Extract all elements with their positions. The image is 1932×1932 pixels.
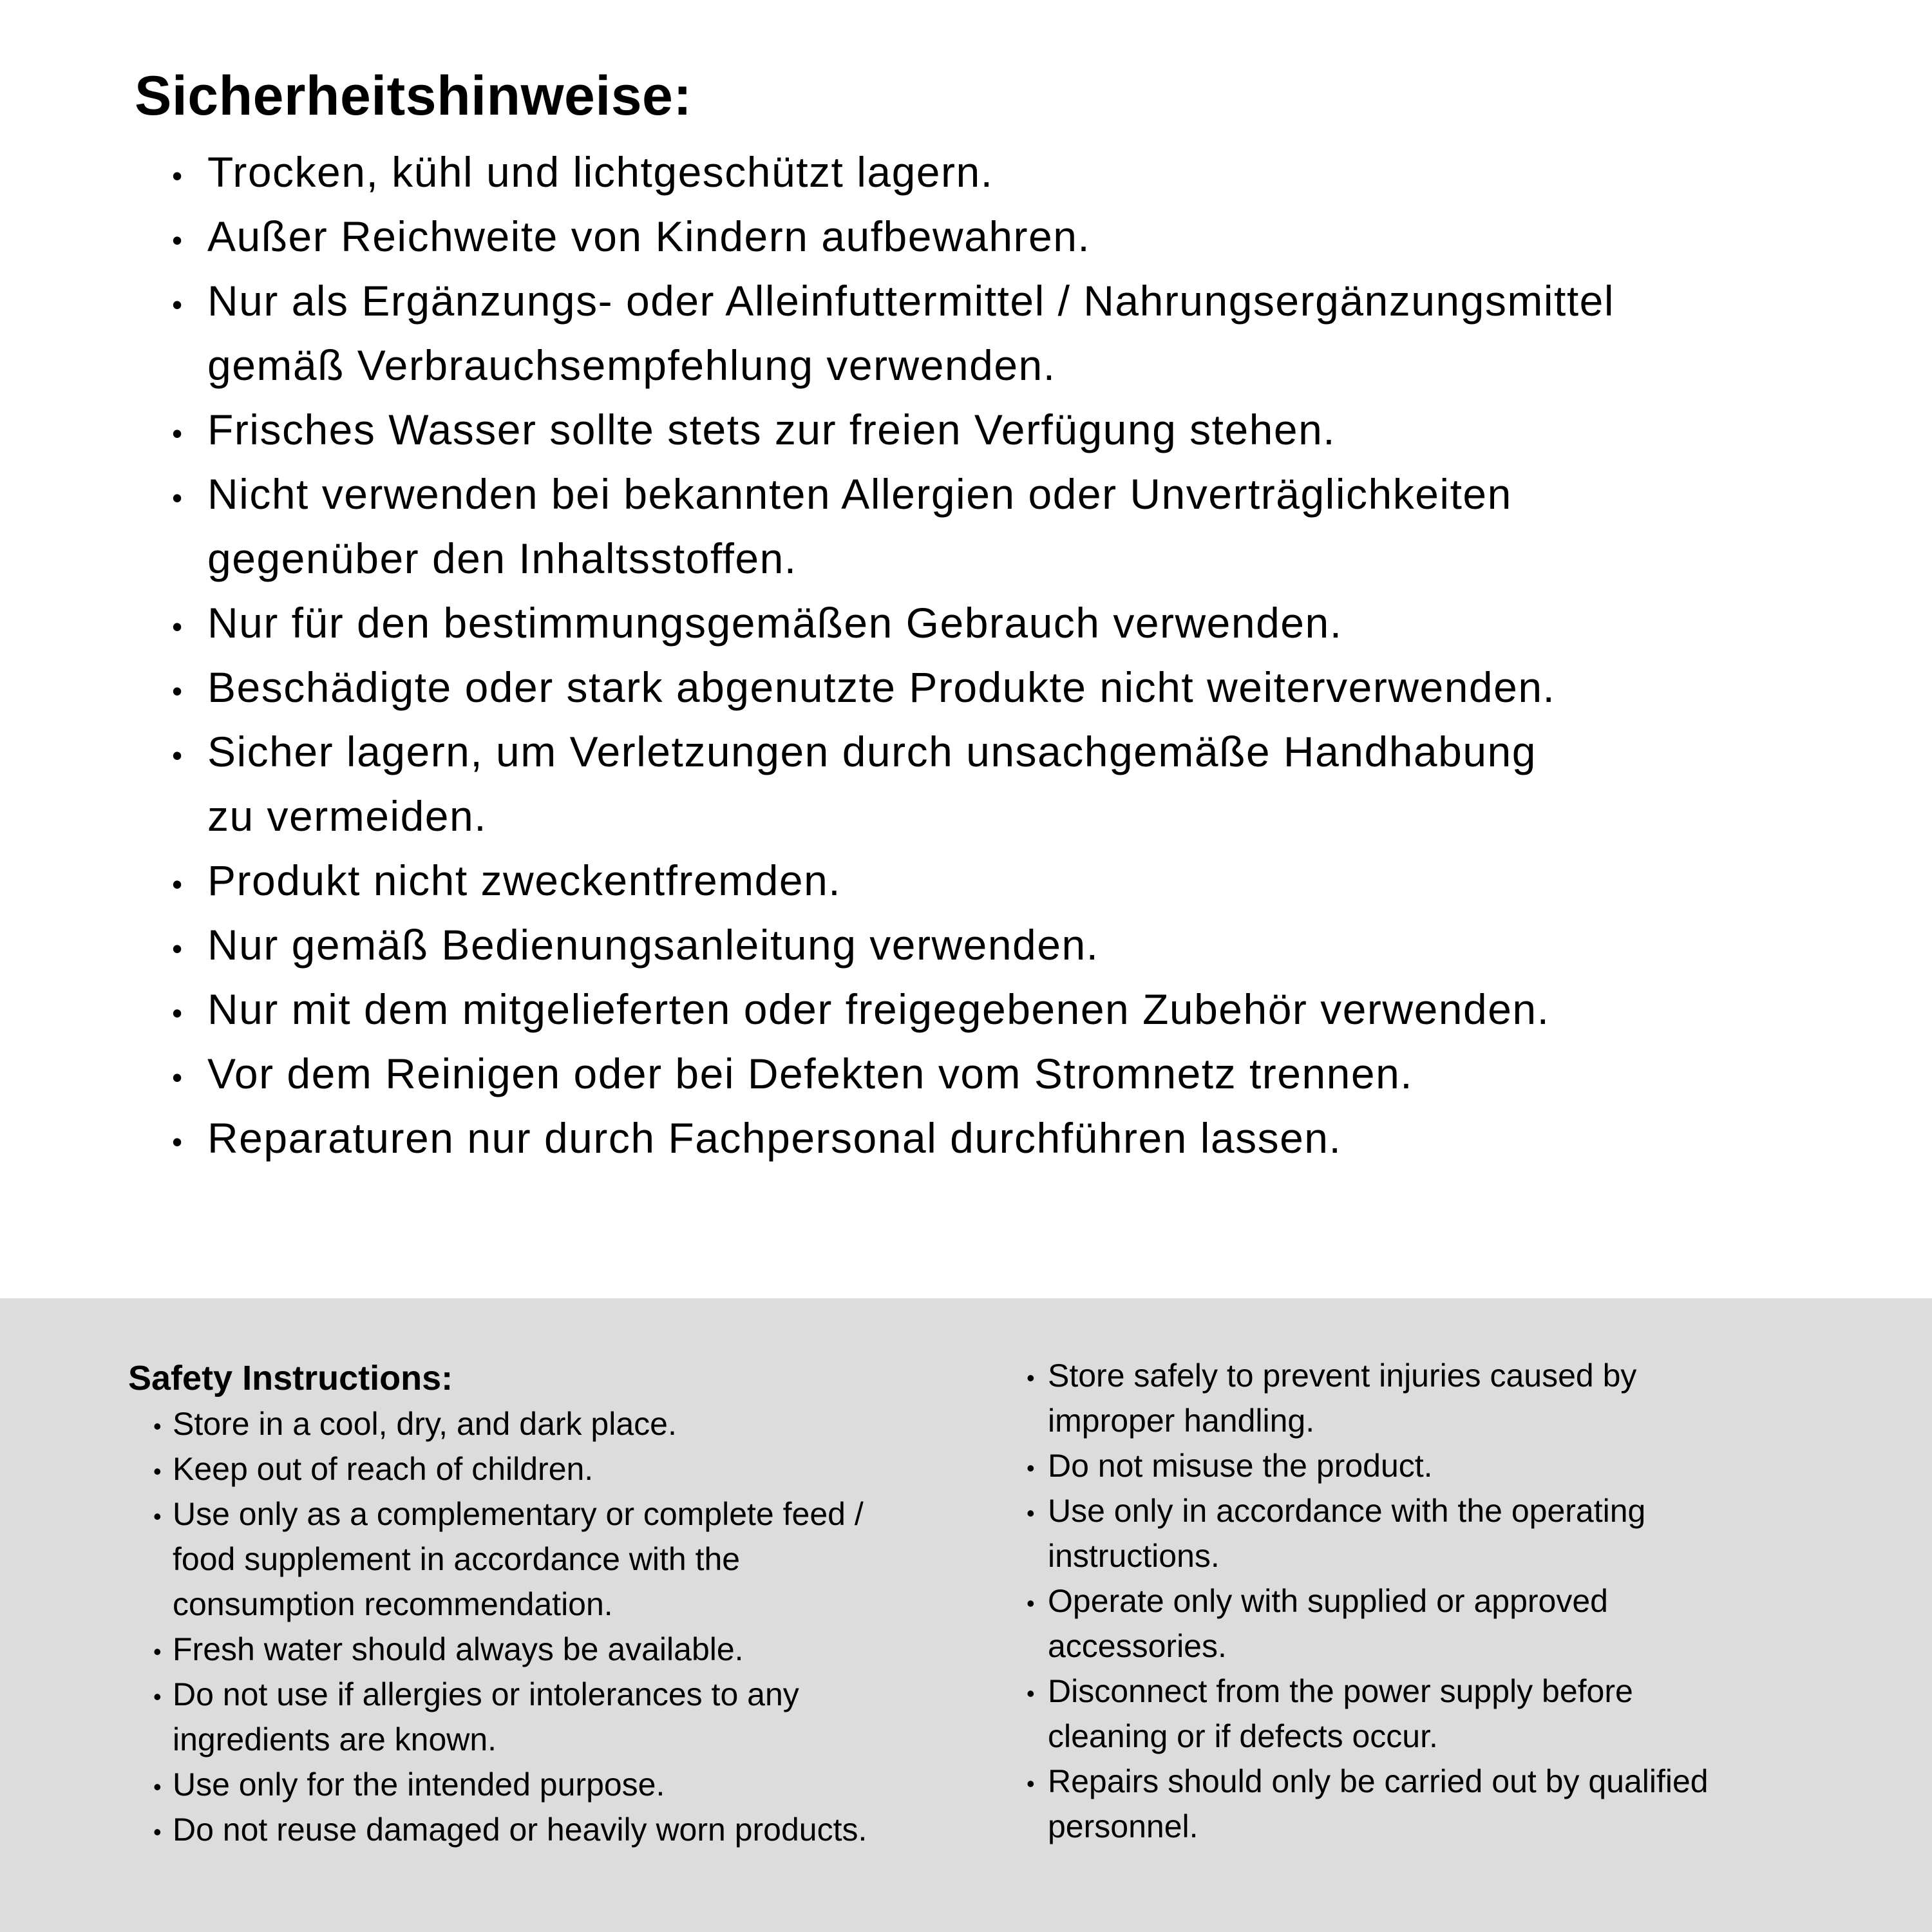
bullet-icon: • <box>172 1061 184 1094</box>
list-item <box>1027 1759 1709 1849</box>
list-item <box>135 977 1615 1041</box>
list-item-text: instructions. <box>1048 1538 1220 1574</box>
list-item-text: Sicher lagern, um Verletzungen durch unsachgemäße Handhabung <box>207 728 1537 775</box>
list-item-text: accessories. <box>1048 1628 1227 1664</box>
list-item-text: Produkt nicht zweckentfremden. <box>207 857 842 904</box>
bullet-icon: • <box>1027 1500 1035 1526</box>
list-item-text: Do not reuse damaged or heavily worn products. <box>173 1812 867 1848</box>
list-item <box>135 397 1615 462</box>
list-item-text: Nur mit dem mitgelieferten oder freigegebenen Zubehör verwenden. <box>207 985 1550 1033</box>
bullet-icon: • <box>1027 1770 1035 1797</box>
list-item-text: consumption recommendation. <box>173 1586 613 1622</box>
list-item-text: Store safely to prevent injuries caused by <box>1048 1358 1637 1394</box>
list-item-text: cleaning or if defects occur. <box>1048 1718 1438 1754</box>
list-item-text: Beschädigte oder stark abgenutzte Produkte nicht weiterverwenden. <box>207 663 1556 711</box>
list-item-text: zu vermeiden. <box>207 792 488 840</box>
bullet-icon: • <box>1027 1680 1035 1707</box>
list-item <box>135 462 1615 591</box>
list-item-text: Reparaturen nur durch Fachpersonal durchführen lassen. <box>207 1114 1342 1162</box>
list-item <box>135 848 1615 913</box>
list-item <box>128 1627 867 1672</box>
bullet-icon: • <box>153 1413 162 1439</box>
list-item-text: Do not use if allergies or intolerances to any <box>173 1676 799 1712</box>
list-item-text: Trocken, kühl und lichtgeschützt lagern. <box>207 148 994 196</box>
list-item-text: Nur als Ergänzungs- oder Alleinfuttermittel / Nahrungsergänzungsmittel <box>207 277 1615 325</box>
bullet-icon: • <box>153 1819 162 1845</box>
list-item-text: Nur gemäß Bedienungsanleitung verwenden. <box>207 921 1099 969</box>
list-item-text: Vor dem Reinigen oder bei Defekten vom Stromnetz trennen. <box>207 1050 1414 1097</box>
list-item <box>128 1401 867 1446</box>
bullet-icon: • <box>172 610 184 643</box>
list-item-text: Use only for the intended purpose. <box>173 1766 665 1803</box>
list-item-text: Repairs should only be carried out by qualified <box>1048 1763 1709 1799</box>
bullet-icon: • <box>1027 1365 1035 1391</box>
bullet-icon: • <box>172 417 184 450</box>
list-item-text: Use only as a complementary or complete feed / <box>173 1496 864 1532</box>
bullet-icon: • <box>172 481 184 515</box>
bullet-icon: • <box>172 223 184 257</box>
list-item <box>128 1672 867 1762</box>
list-item-text: gegenüber den Inhaltsstoffen. <box>207 535 797 582</box>
bullet-icon: • <box>172 1125 184 1159</box>
list-item <box>128 1762 867 1807</box>
list-item-text: Disconnect from the power supply before <box>1048 1673 1633 1709</box>
list-item-text: Fresh water should always be available. <box>173 1631 744 1667</box>
list-item-text: Nicht verwenden bei bekannten Allergien oder Unverträglichkeiten <box>207 470 1512 518</box>
german-bullet-list <box>135 140 1615 1170</box>
list-item-text: Außer Reichweite von Kindern aufbewahren. <box>207 213 1091 260</box>
bullet-icon: • <box>172 288 184 321</box>
list-item <box>135 269 1615 397</box>
bullet-icon: • <box>172 867 184 901</box>
list-item <box>135 204 1615 269</box>
list-item <box>135 1041 1615 1106</box>
list-item-text: Operate only with supplied or approved <box>1048 1583 1608 1619</box>
bullet-icon: • <box>1027 1590 1035 1616</box>
list-item-text: Keep out of reach of children. <box>173 1451 594 1487</box>
english-title: Safety Instructions: <box>128 1359 453 1397</box>
list-item <box>135 719 1615 848</box>
bullet-icon: • <box>172 739 184 772</box>
list-item-text: Store in a cool, dry, and dark place. <box>173 1406 677 1442</box>
bullet-icon: • <box>172 932 184 965</box>
list-item-text: personnel. <box>1048 1808 1198 1844</box>
english-right-column <box>1027 1353 1709 1849</box>
bullet-icon: • <box>172 159 184 193</box>
english-section <box>0 1298 1932 1932</box>
list-item-text: food supplement in accordance with the <box>173 1541 741 1577</box>
list-item <box>1027 1669 1709 1759</box>
list-item <box>128 1492 867 1627</box>
bullet-icon: • <box>153 1774 162 1800</box>
list-item-text: Use only in accordance with the operating <box>1048 1493 1646 1529</box>
list-item <box>128 1807 867 1852</box>
list-item <box>128 1446 867 1492</box>
bullet-icon: • <box>1027 1455 1035 1481</box>
list-item <box>135 1106 1615 1170</box>
german-title: Sicherheitshinweise: <box>135 65 692 127</box>
bullet-icon: • <box>172 674 184 708</box>
list-item-text: Nur für den bestimmungsgemäßen Gebrauch verwenden. <box>207 599 1343 647</box>
list-item-text: improper handling. <box>1048 1403 1315 1439</box>
bullet-icon: • <box>153 1683 162 1710</box>
english-left-column <box>128 1401 867 1852</box>
list-item <box>135 140 1615 204</box>
list-item-text: gemäß Verbrauchsempfehlung verwenden. <box>207 341 1056 389</box>
list-item <box>1027 1578 1709 1669</box>
list-item <box>135 655 1615 719</box>
bullet-icon: • <box>153 1458 162 1484</box>
list-item <box>135 591 1615 655</box>
bullet-icon: • <box>153 1638 162 1665</box>
list-item <box>135 913 1615 977</box>
list-item <box>1027 1443 1709 1488</box>
list-item-text: Do not misuse the product. <box>1048 1448 1433 1484</box>
list-item <box>1027 1353 1709 1443</box>
list-item-text: ingredients are known. <box>173 1721 497 1757</box>
bullet-icon: • <box>153 1503 162 1530</box>
bullet-icon: • <box>172 996 184 1030</box>
list-item <box>1027 1488 1709 1578</box>
list-item-text: Frisches Wasser sollte stets zur freien Verfügung stehen. <box>207 406 1336 453</box>
